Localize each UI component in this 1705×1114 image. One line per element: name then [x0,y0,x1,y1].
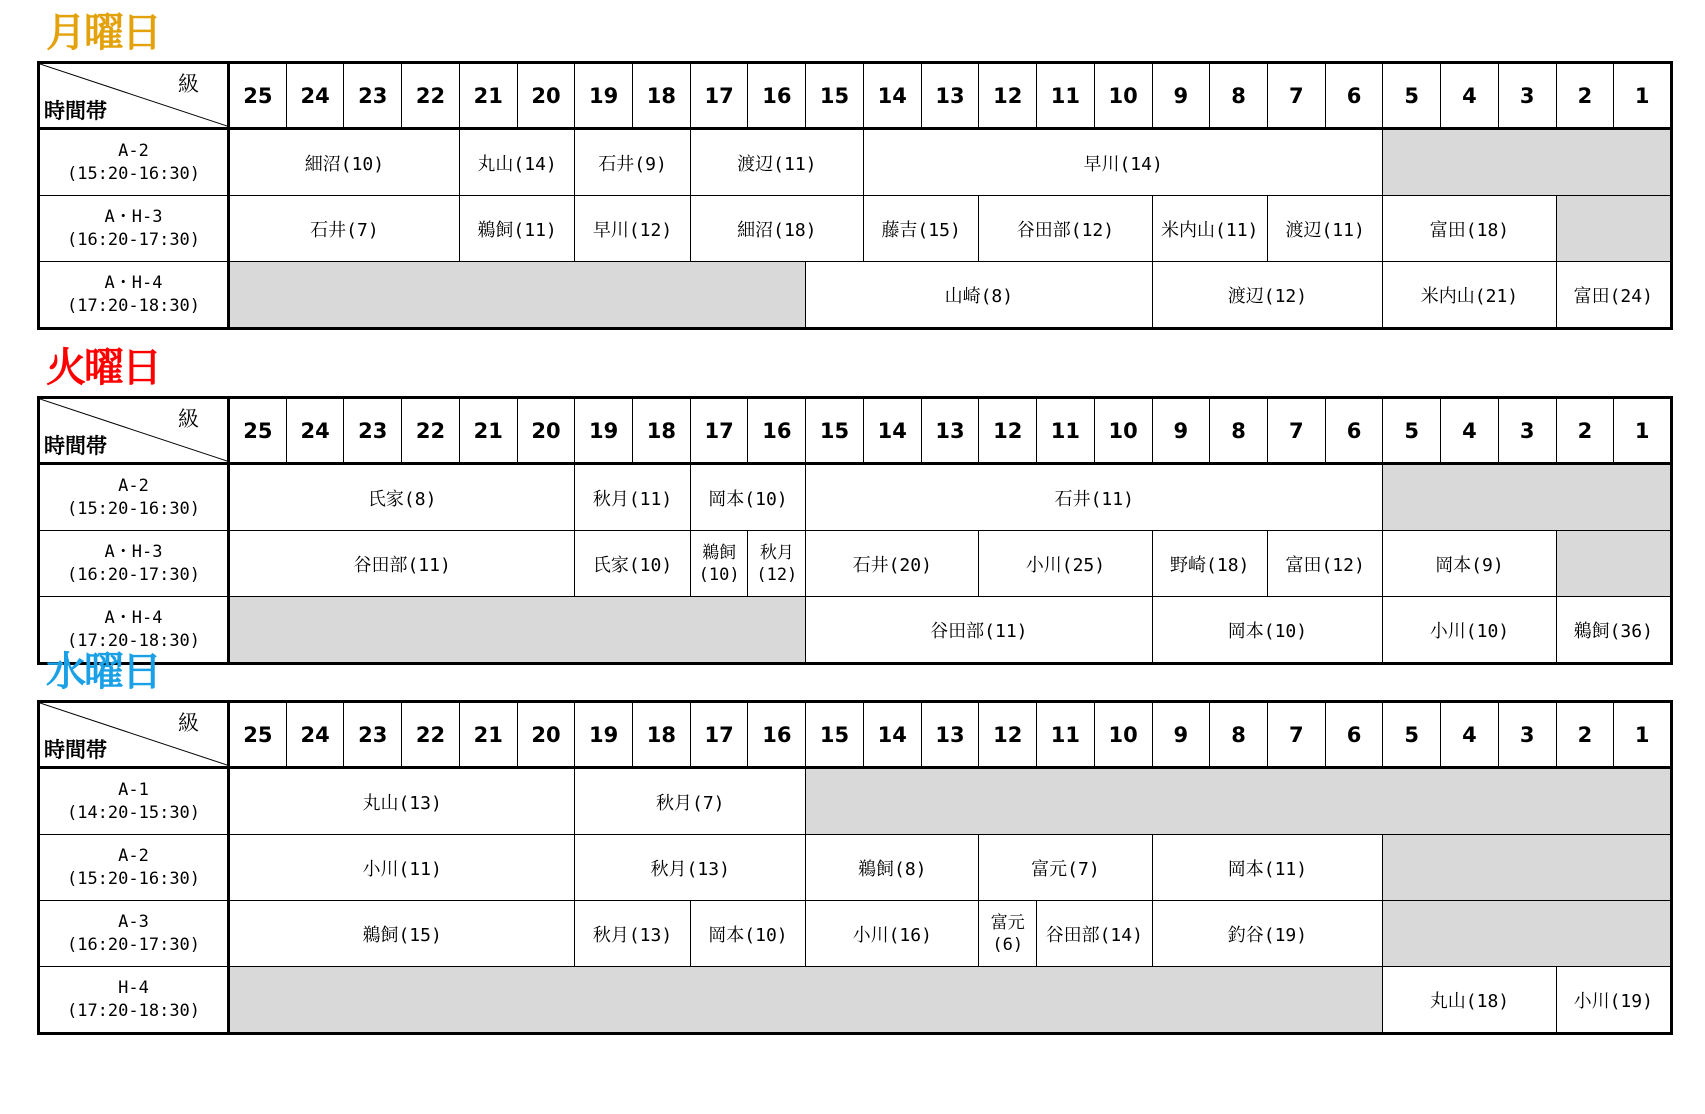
schedule-row [39,464,1672,531]
time-slot-cell [39,967,229,1034]
instructor-cell: 秋月(7) [575,768,806,835]
instructor-cell: 谷田部(11) [229,531,575,597]
empty-cell [1383,901,1672,967]
grade-column-header: 12 [979,398,1037,464]
grade-column-header: 8 [1210,63,1268,129]
grade-column-header: 12 [979,702,1037,768]
schedule-table-wednesday [37,700,1673,1035]
grade-column-header: 5 [1383,702,1441,768]
grade-column-header: 23 [344,702,402,768]
instructor-cell: 秋月(13) [575,835,806,901]
time-slot-label: 時間帯 [44,434,107,458]
instructor-cell: 丸山(18) [1383,967,1556,1034]
empty-cell [806,768,1672,835]
time-slot-cell [39,129,229,196]
grade-column-header: 16 [748,398,806,464]
schedule-row [39,768,1672,835]
time-range: (17:20-18:30) [66,1000,201,1021]
grade-column-header: 18 [633,398,691,464]
time-range: (16:20-17:30) [66,934,201,955]
instructor-cell: 渡辺(12) [1152,262,1383,329]
instructor-cell: 秋月(13) [575,901,690,967]
grade-column-header: 6 [1325,398,1383,464]
grade-column-header: 25 [229,63,287,129]
instructor-cell: 小川(10) [1383,597,1556,664]
time-slot-label: 時間帯 [44,99,107,123]
grade-column-header: 15 [806,63,864,129]
time-range: (17:20-18:30) [66,630,201,651]
grade-column-header: 12 [979,63,1037,129]
class-code: A-2 [118,140,149,161]
grade-column-header: 20 [517,702,575,768]
instructor-cell: 野崎(18) [1152,531,1267,597]
instructor-cell: 富元(7) [979,835,1152,901]
instructor-cell: 谷田部(14) [1037,901,1152,967]
grade-column-header: 10 [1094,63,1152,129]
instructor-cell [748,531,806,597]
grade-column-header: 18 [633,702,691,768]
instructor-cell: 藤吉(15) [863,196,978,262]
time-slot-cell [39,262,229,329]
instructor-cell: 岡本(10) [1152,597,1383,664]
corner-header [39,63,229,129]
grade-column-header: 11 [1037,63,1095,129]
header-row [39,63,1672,129]
instructor-cell: 岡本(11) [1152,835,1383,901]
schedule-row [39,835,1672,901]
schedule-row [39,262,1672,329]
grade-column-header: 22 [402,398,460,464]
schedule-row [39,531,1672,597]
instructor-cell: 石井(7) [229,196,460,262]
time-range: (15:20-16:30) [66,868,201,889]
day-title-wednesday: 水曜日 [46,649,160,695]
time-range: (16:20-17:30) [66,564,201,585]
grade-column-header: 9 [1152,63,1210,129]
grade-column-header: 5 [1383,398,1441,464]
class-code: A・H-3 [104,206,163,227]
instructor-cell: 小川(11) [229,835,575,901]
instructor-count: (12) [756,564,798,585]
grade-column-header: 19 [575,63,633,129]
instructor-cell: 石井(11) [806,464,1383,531]
day-title-monday: 月曜日 [46,10,160,56]
instructor-cell: 岡本(10) [690,464,805,531]
instructor-cell: 氏家(10) [575,531,690,597]
instructor-cell: 米内山(11) [1152,196,1267,262]
grade-column-header: 10 [1094,702,1152,768]
grade-column-header: 25 [229,398,287,464]
instructor-cell: 小川(25) [979,531,1152,597]
time-slot-cell [39,196,229,262]
grade-column-header: 25 [229,702,287,768]
instructor-cell: 渡辺(11) [690,129,863,196]
instructor-cell: 富田(18) [1383,196,1556,262]
instructor-cell: 氏家(8) [229,464,575,531]
instructor-cell: 早川(12) [575,196,690,262]
grade-column-header: 23 [344,63,402,129]
class-code: A・H-4 [104,272,163,293]
grade-column-header: 3 [1498,702,1556,768]
instructor-name: 富元 [990,912,1025,933]
empty-cell [1383,129,1672,196]
grade-label: 級 [178,407,199,431]
grade-column-header: 24 [286,63,344,129]
instructor-cell: 富田(12) [1267,531,1382,597]
grade-column-header: 8 [1210,702,1268,768]
header-row [39,702,1672,768]
grade-column-header: 13 [921,63,979,129]
class-code: A-2 [118,475,149,496]
grade-column-header: 7 [1267,398,1325,464]
instructor-cell: 丸山(13) [229,768,575,835]
instructor-cell: 秋月(11) [575,464,690,531]
time-range: (16:20-17:30) [66,229,201,250]
instructor-cell: 山崎(8) [806,262,1152,329]
grade-column-header: 22 [402,63,460,129]
instructor-count: (6) [992,934,1024,955]
grade-column-header: 5 [1383,63,1441,129]
class-code: A・H-3 [104,541,163,562]
instructor-cell [690,531,748,597]
class-code: H-4 [118,977,149,998]
schedule-table-tuesday [37,396,1673,665]
instructor-cell: 富田(24) [1556,262,1671,329]
schedule-row [39,196,1672,262]
grade-column-header: 22 [402,702,460,768]
grade-label: 級 [178,72,199,96]
grade-column-header: 2 [1556,398,1614,464]
grade-column-header: 24 [286,702,344,768]
instructor-cell: 早川(14) [863,129,1382,196]
time-slot-cell [39,901,229,967]
class-code: A・H-4 [104,607,163,628]
grade-column-header: 19 [575,398,633,464]
grade-column-header: 21 [459,63,517,129]
time-slot-cell [39,531,229,597]
grade-column-header: 7 [1267,702,1325,768]
grade-column-header: 8 [1210,398,1268,464]
instructor-name: 鵜飼 [702,542,737,563]
schedule-row [39,967,1672,1034]
time-slot-cell [39,464,229,531]
corner-header [39,702,229,768]
instructor-cell: 岡本(9) [1383,531,1556,597]
grade-column-header: 21 [459,702,517,768]
grade-column-header: 13 [921,398,979,464]
grade-column-header: 3 [1498,63,1556,129]
grade-column-header: 4 [1441,63,1499,129]
grade-column-header: 21 [459,398,517,464]
grade-column-header: 6 [1325,702,1383,768]
grade-column-header: 17 [690,702,748,768]
schedule-table-monday [37,61,1673,330]
grade-column-header: 24 [286,398,344,464]
grade-column-header: 4 [1441,702,1499,768]
time-range: (15:20-16:30) [66,163,201,184]
time-range: (14:20-15:30) [66,802,201,823]
grade-column-header: 17 [690,398,748,464]
schedule-row [39,597,1672,664]
grade-column-header: 15 [806,702,864,768]
class-code: A-2 [118,845,149,866]
grade-column-header: 16 [748,702,806,768]
empty-cell [229,262,806,329]
grade-column-header: 20 [517,63,575,129]
day-title-tuesday: 火曜日 [46,345,160,391]
instructor-cell: 石井(9) [575,129,690,196]
grade-column-header: 9 [1152,702,1210,768]
time-range: (17:20-18:30) [66,295,201,316]
grade-column-header: 9 [1152,398,1210,464]
instructor-cell: 鵜飼(11) [459,196,574,262]
grade-column-header: 14 [863,702,921,768]
instructor-cell: 米内山(21) [1383,262,1556,329]
instructor-cell: 鵜飼(8) [806,835,979,901]
instructor-cell [979,901,1037,967]
empty-cell [1383,835,1672,901]
grade-column-header: 10 [1094,398,1152,464]
instructor-name: 秋月 [759,542,794,563]
grade-column-header: 2 [1556,63,1614,129]
grade-column-header: 11 [1037,398,1095,464]
grade-column-header: 1 [1614,398,1672,464]
schedule-row [39,129,1672,196]
grade-column-header: 1 [1614,63,1672,129]
grade-column-header: 7 [1267,63,1325,129]
grade-column-header: 19 [575,702,633,768]
instructor-cell: 釣谷(19) [1152,901,1383,967]
grade-column-header: 20 [517,398,575,464]
time-slot-cell [39,768,229,835]
header-row [39,398,1672,464]
grade-column-header: 18 [633,63,691,129]
grade-column-header: 11 [1037,702,1095,768]
grade-column-header: 13 [921,702,979,768]
instructor-cell: 小川(16) [806,901,979,967]
instructor-cell: 鵜飼(15) [229,901,575,967]
grade-column-header: 14 [863,398,921,464]
grade-column-header: 3 [1498,398,1556,464]
instructor-cell: 丸山(14) [459,129,574,196]
empty-cell [1556,531,1671,597]
instructor-cell: 谷田部(11) [806,597,1152,664]
grade-column-header: 15 [806,398,864,464]
grade-column-header: 2 [1556,702,1614,768]
instructor-cell: 岡本(10) [690,901,805,967]
instructor-cell: 石井(20) [806,531,979,597]
grade-column-header: 6 [1325,63,1383,129]
class-code: A-1 [118,779,149,800]
instructor-cell: 細沼(18) [690,196,863,262]
grade-column-header: 14 [863,63,921,129]
empty-cell [229,967,1383,1034]
instructor-cell: 渡辺(11) [1267,196,1382,262]
time-slot-label: 時間帯 [44,738,107,762]
grade-column-header: 16 [748,63,806,129]
schedule-row [39,901,1672,967]
instructor-count: (10) [698,564,740,585]
time-slot-cell [39,835,229,901]
instructor-cell: 鵜飼(36) [1556,597,1671,664]
grade-column-header: 4 [1441,398,1499,464]
grade-column-header: 1 [1614,702,1672,768]
instructor-cell: 小川(19) [1556,967,1671,1034]
corner-header [39,398,229,464]
grade-column-header: 23 [344,398,402,464]
time-range: (15:20-16:30) [66,498,201,519]
empty-cell [229,597,806,664]
instructor-cell: 谷田部(12) [979,196,1152,262]
grade-column-header: 17 [690,63,748,129]
empty-cell [1556,196,1671,262]
empty-cell [1383,464,1672,531]
instructor-cell: 細沼(10) [229,129,460,196]
class-code: A-3 [118,911,149,932]
grade-label: 級 [178,711,199,735]
